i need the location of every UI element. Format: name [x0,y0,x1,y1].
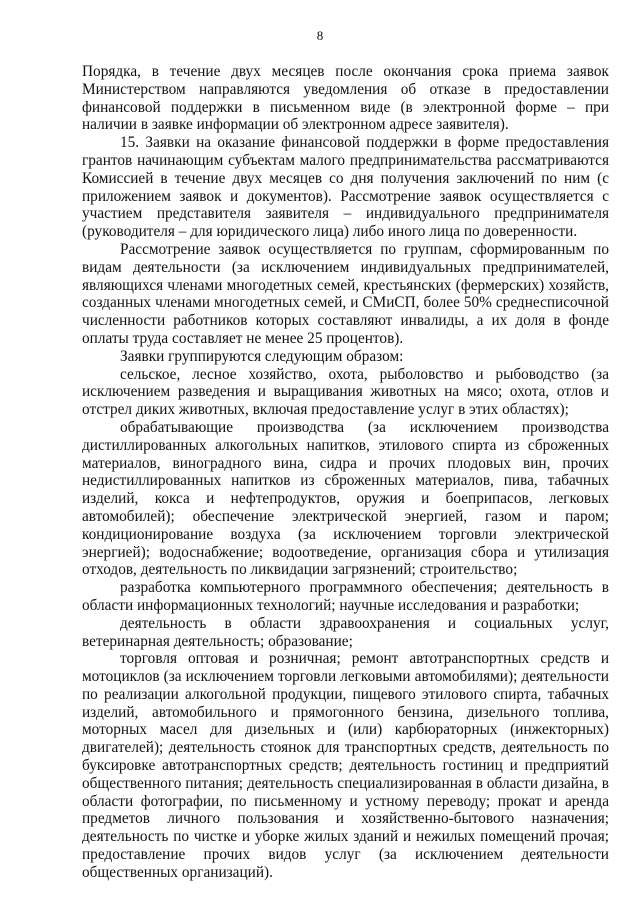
list-item-agriculture: сельское, лесное хозяйство, охота, рыболовство и рыбоводство (за исключением разведения и выращивания животных на мясо; охота, отлов и отстрел диких животных, включая предоставление услуг в этих областях); [82,365,609,419]
document-body [82,63,609,882]
paragraph-grouping-intro: Заявки группируются следующим образом: [120,347,404,365]
list-item-manufacturing: обрабатывающие производства (за исключением производства дистиллированных алкогольных напитков, этилового спирта из сброженных материалов, виноградного вина, сидра и прочих плодовых вин, прочих недистиллированных напитков из сброженных материалов, пива, табачных изделий, кокса и нефтепродуктов, оружия и боеприпасов, легковых автомобилей); обеспечение электрической энергией, газом и паром; кондиционирование воздуха (за исключением торговли электрической энергией); водоснабжение; водоотведение, организация сбора и утилизация отходов, деятельность по ликвидации загрязнений; строительство; [82,418,609,579]
paragraph-continuation: Порядка, в течение двух месяцев после окончания срока приема заявок Министерством направляются уведомления об отказе в предоставлении финансовой поддержки в письменном виде (в электронной форме – при наличии в заявке информации об электронном адресе заявителя). [82,63,609,134]
paragraph-clause-15: 15. Заявки на оказание финансовой поддержки в форме предоставления грантов начинающим субъектам малого предпринимательства рассматриваются Комиссией в течение двух месяцев со дня получения заключений по ним (с приложением заявок и документов). Рассмотрение заявок осуществляется с участием представителя заявителя – индивидуального предпринимателя (руководителя – для юридического лица) либо иного лица по доверенности. [82,134,609,241]
list-item-trade: торговля оптовая и розничная; ремонт автотранспортных средств и мотоциклов (за исключением торговли легковыми автомобилями); деятельности по реализации алкогольной продукции, пищевого этилового спирта, табачных изделий, автомобильного и прямогонного бензина, дизельного топлива, моторных масел для дизельных и (или) карбюраторных (инжекторных) двигателей); деятельность стоянок для транспортных средств, деятельность по буксировке автотранспортных средств; деятельность гостиниц и предприятий общественного питания; деятельность специализированная в области дизайна, в области фотографии, по письменному и устному переводу; прокат и аренда предметов личного пользования и хозяйственно-бытового назначения; деятельность по чистке и уборке жилых зданий и нежилых помещений прочая; предоставление прочих видов услуг (за исключением деятельности общественных организаций). [82,650,609,881]
list-item-software: разработка компьютерного программного обеспечения; деятельность в области информационных технологий; научные исследования и разработки; [82,579,609,614]
paragraph-review-groups: Рассмотрение заявок осуществляется по группам, сформированным по видам деятельности (за исключением индивидуальных предпринимателей, являющихся членами многодетных семей, крестьянских (фермерских) хозяйств, созданных членами многодетных семей, и СМиСП, более 50% среднесписочной численности работников которых составляют инвалиды, а их доля в фонде оплаты труда составляет не менее 25 процентов). [82,240,609,347]
list-item-healthcare: деятельность в области здравоохранения и социальных услуг, ветеринарная деятельность; образование; [82,614,609,650]
page-number: 8 [316,28,324,43]
